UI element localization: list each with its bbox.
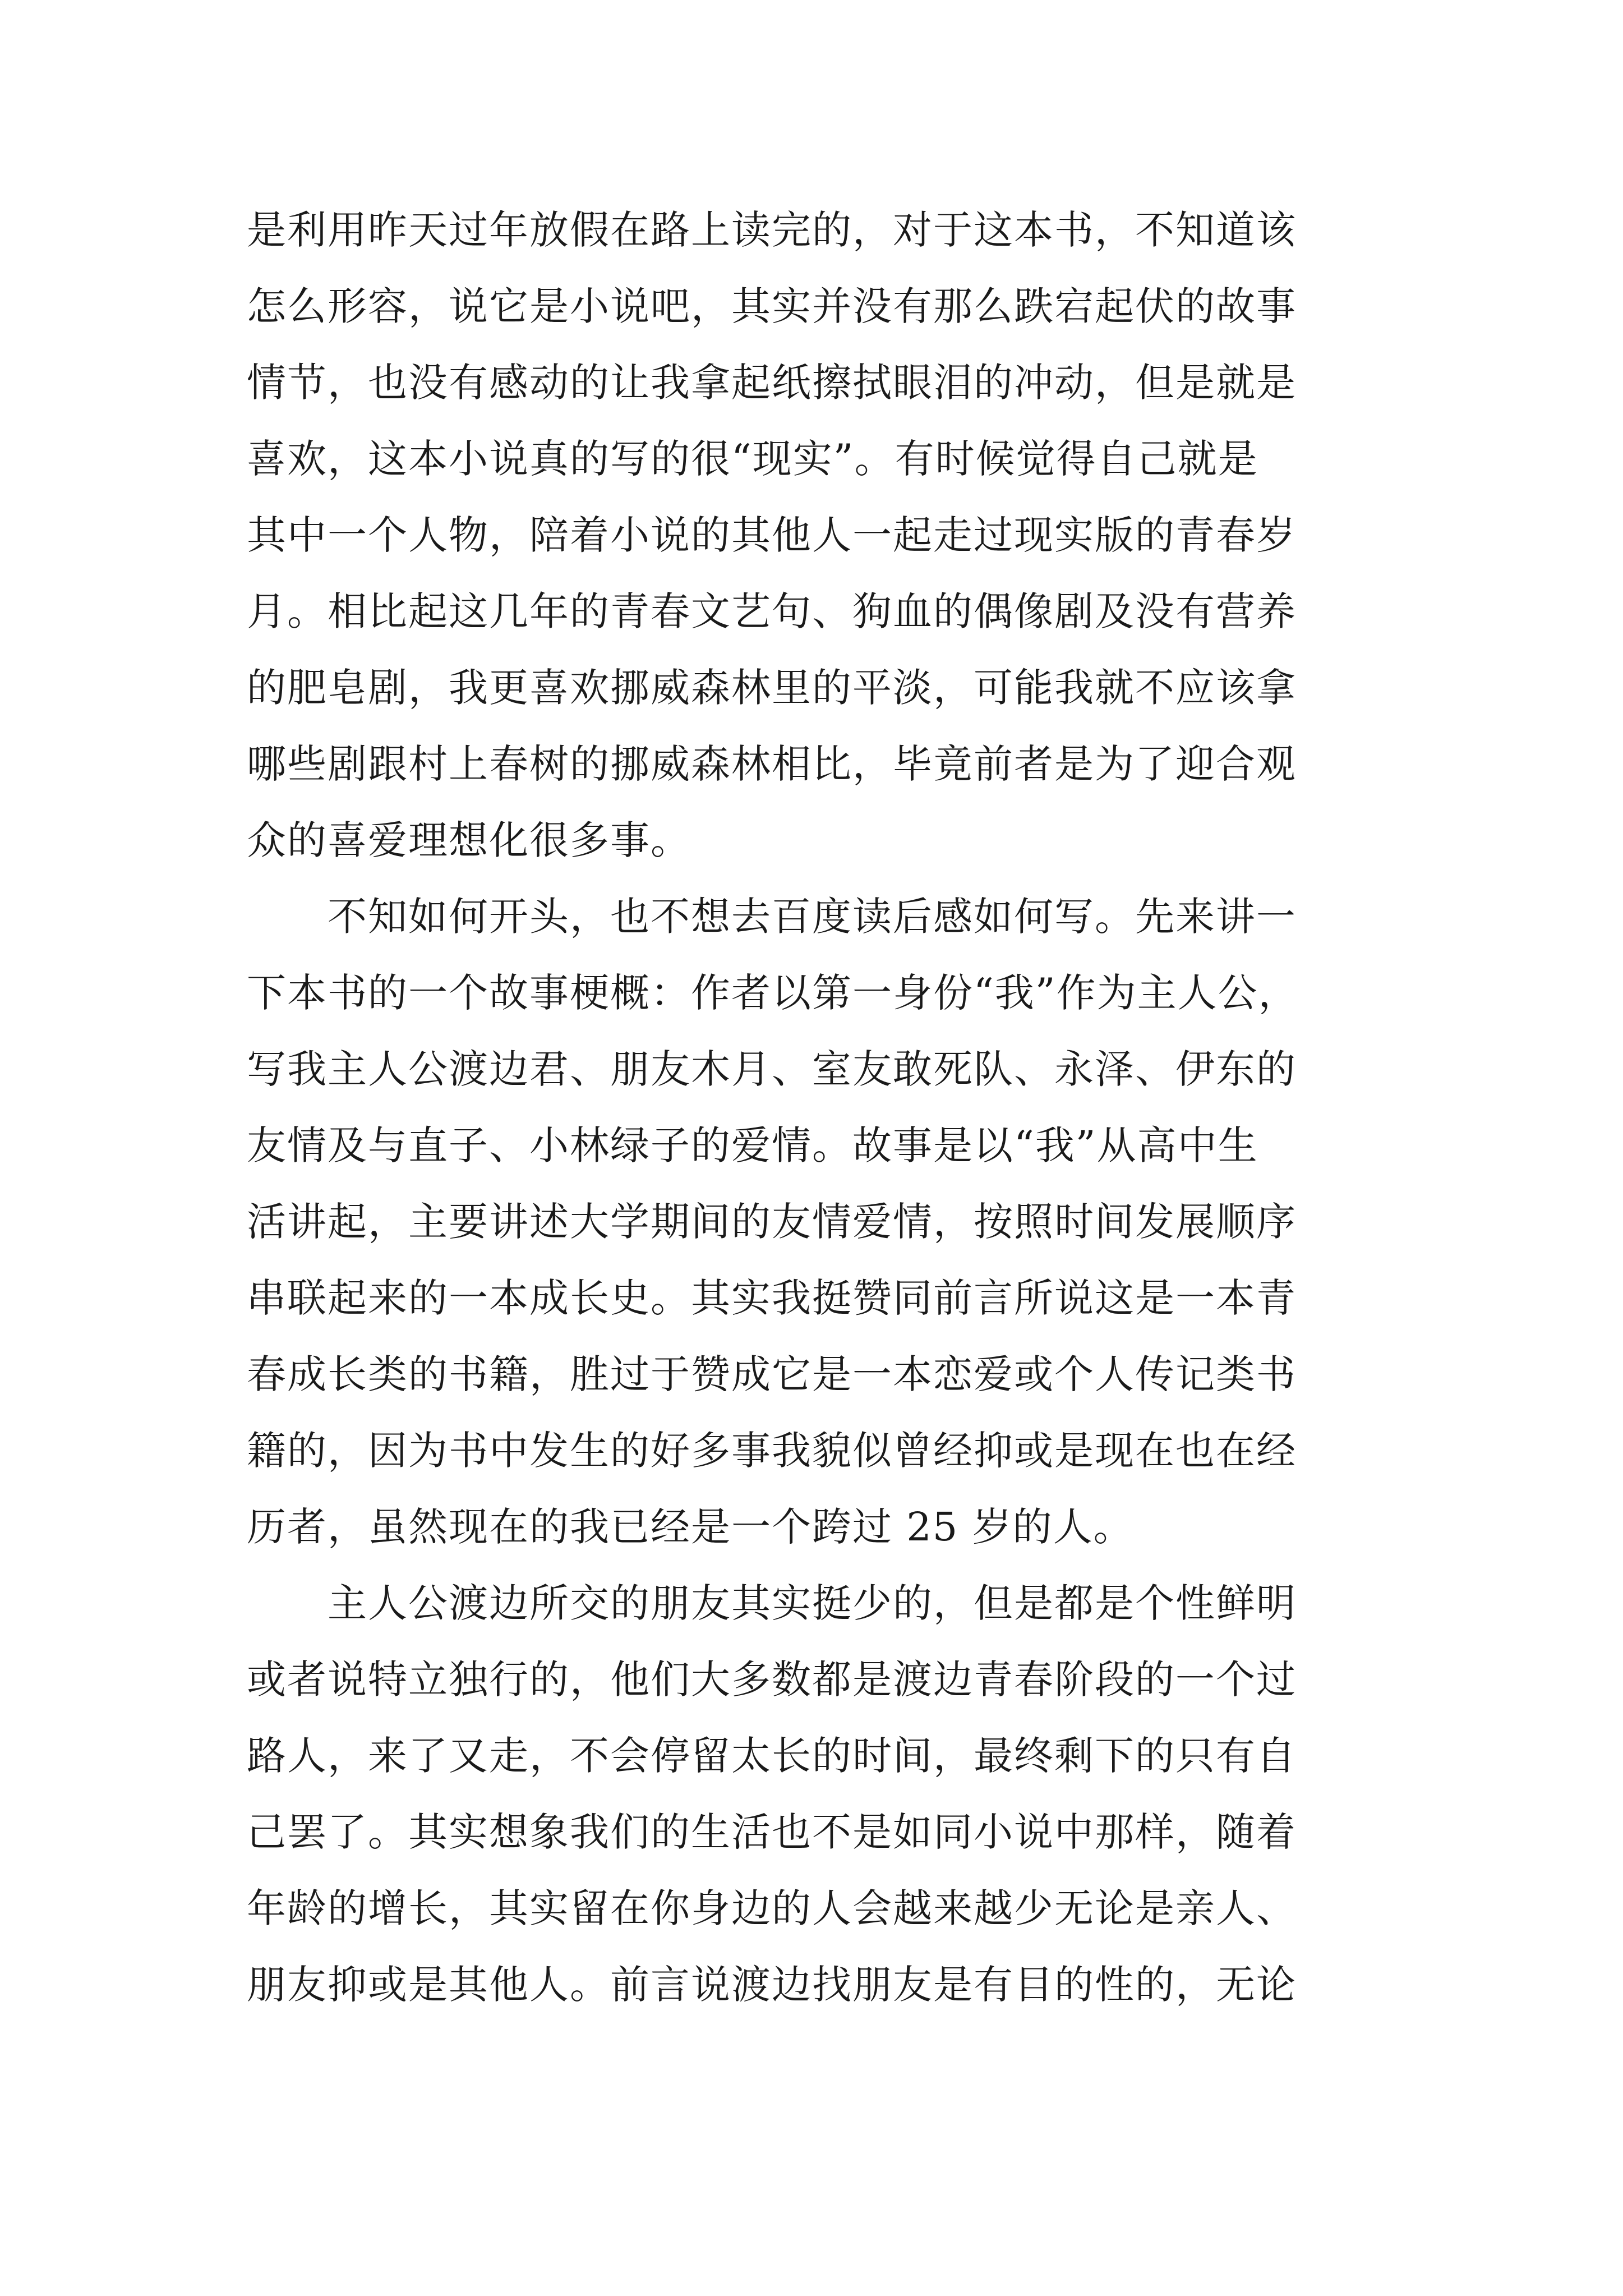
text-line: 其中一个人物，陪着小说的其他人一起走过现实版的青春岁 bbox=[247, 512, 1297, 558]
text-line: 主人公渡边所交的朋友其实挺少的，但是都是个性鲜明 bbox=[247, 1580, 1297, 1626]
text-line: 不知如何开头，也不想去百度读后感如何写。先来讲一 bbox=[247, 894, 1297, 940]
text-line: 喜欢，这本小说真的写的很“现实”。有时候觉得自己就是 bbox=[247, 436, 1258, 482]
text-line: 路人，来了又走，不会停留太长的时间，最终剩下的只有自 bbox=[247, 1733, 1297, 1779]
text-line: 写我主人公渡边君、朋友木月、室友敢死队、永泽、伊东的 bbox=[247, 1046, 1297, 1092]
text-line: 籍的，因为书中发生的好多事我貌似曾经抑或是现在也在经 bbox=[247, 1428, 1297, 1474]
text-line: 众的喜爱理想化很多事。 bbox=[247, 817, 691, 863]
text-line: 或者说特立独行的，他们大多数都是渡边青春阶段的一个过 bbox=[247, 1657, 1297, 1703]
text-line: 月。相比起这几年的青春文艺句、狗血的偶像剧及没有营养 bbox=[247, 588, 1297, 634]
text-line: 下本书的一个故事梗概：作者以第一身份“我”作为主人公， bbox=[247, 970, 1299, 1016]
text-line: 哪些剧跟村上春树的挪威森林相比，毕竟前者是为了迎合观 bbox=[247, 741, 1297, 787]
text-line: 年龄的增长，其实留在你身边的人会越来越少无论是亲人、 bbox=[247, 1885, 1297, 1931]
text-line: 活讲起，主要讲述大学期间的友情爱情，按照时间发展顺序 bbox=[247, 1199, 1297, 1245]
text-line: 怎么形容，说它是小说吧，其实并没有那么跌宕起伏的故事 bbox=[247, 283, 1297, 329]
text-line: 是利用昨天过年放假在路上读完的，对于这本书，不知道该 bbox=[247, 207, 1297, 253]
text-line: 朋友抑或是其他人。前言说渡边找朋友是有目的性的，无论 bbox=[247, 1962, 1297, 2008]
text-line: 友情及与直子、小林绿子的爱情。故事是以“我”从高中生 bbox=[247, 1122, 1258, 1168]
text-line: 己罢了。其实想象我们的生活也不是如同小说中那样，随着 bbox=[247, 1809, 1297, 1855]
text-line: 情节，也没有感动的让我拿起纸擦拭眼泪的冲动，但是就是 bbox=[247, 360, 1297, 406]
text-line: 的肥皂剧，我更喜欢挪威森林里的平淡，可能我就不应该拿 bbox=[247, 665, 1297, 711]
text-line: 串联起来的一本成长史。其实我挺赞同前言所说这是一本青 bbox=[247, 1275, 1297, 1321]
text-line: 春成长类的书籍，胜过于赞成它是一本恋爱或个人传记类书 bbox=[247, 1351, 1297, 1397]
text-line: 历者，虽然现在的我已经是一个跨过 25 岁的人。 bbox=[247, 1504, 1134, 1550]
